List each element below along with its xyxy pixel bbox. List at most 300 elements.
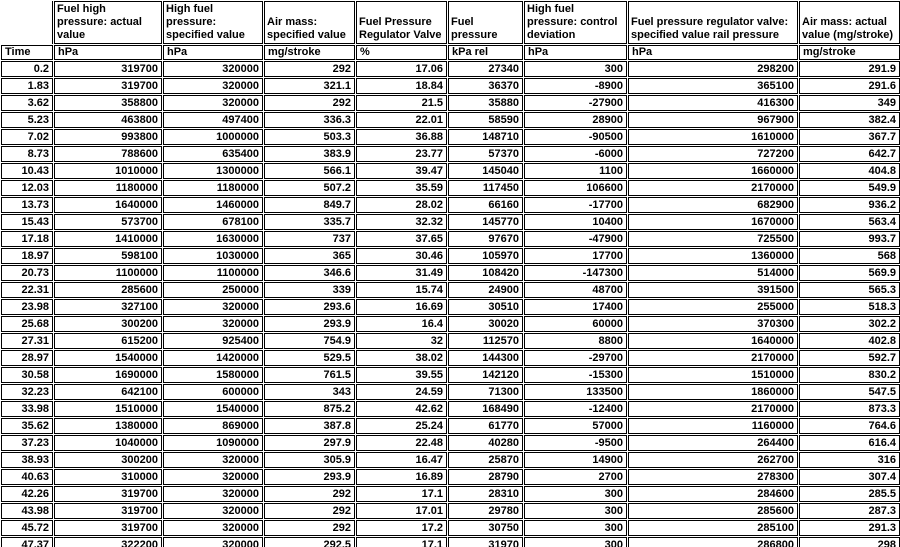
value-cell[interactable]: 830.2 — [799, 367, 900, 383]
value-cell[interactable]: 307.4 — [799, 469, 900, 485]
value-cell[interactable]: 320000 — [163, 537, 263, 547]
value-cell[interactable]: 30750 — [448, 520, 523, 536]
value-cell[interactable]: 145040 — [448, 163, 523, 179]
value-cell[interactable]: 300 — [524, 61, 627, 77]
header-cell-specified-rail-pressure[interactable]: Fuel pressure regulator valve: specified value rail pressure — [628, 1, 798, 44]
value-cell[interactable]: 642100 — [54, 384, 162, 400]
table-row — [1, 469, 900, 485]
value-cell[interactable]: 598100 — [54, 248, 162, 264]
value-cell[interactable]: 117450 — [448, 180, 523, 196]
header-label-row — [1, 1, 900, 44]
time-cell[interactable]: 13.73 — [1, 197, 53, 213]
value-cell[interactable]: 993.7 — [799, 231, 900, 247]
value-cell[interactable]: 563.4 — [799, 214, 900, 230]
value-cell[interactable]: 133500 — [524, 384, 627, 400]
table-row — [1, 95, 900, 111]
table-row — [1, 214, 900, 230]
value-cell[interactable]: 17.1 — [356, 486, 447, 502]
value-cell[interactable]: 1180000 — [163, 180, 263, 196]
value-cell[interactable]: 36370 — [448, 78, 523, 94]
value-cell[interactable]: 22.48 — [356, 435, 447, 451]
table-row — [1, 537, 900, 547]
value-cell[interactable]: 66160 — [448, 197, 523, 213]
value-cell[interactable]: 869000 — [163, 418, 263, 434]
value-cell[interactable]: 28790 — [448, 469, 523, 485]
value-cell[interactable]: 300 — [524, 486, 627, 502]
table-row — [1, 112, 900, 128]
value-cell[interactable]: 635400 — [163, 146, 263, 162]
value-cell[interactable]: 25.24 — [356, 418, 447, 434]
header-cell-air-mass-actual[interactable]: Air mass: actual value (mg/stroke) — [799, 1, 900, 44]
table-row — [1, 452, 900, 468]
value-cell[interactable]: 255000 — [628, 299, 798, 315]
value-cell[interactable]: 39.47 — [356, 163, 447, 179]
value-cell[interactable]: 764.6 — [799, 418, 900, 434]
table-row — [1, 146, 900, 162]
unit-cell[interactable]: hPa — [163, 45, 263, 60]
value-cell[interactable]: 1090000 — [163, 435, 263, 451]
value-cell[interactable]: -27900 — [524, 95, 627, 111]
value-cell[interactable]: 286800 — [628, 537, 798, 547]
value-cell[interactable]: 1540000 — [163, 401, 263, 417]
table-row — [1, 316, 900, 332]
value-cell[interactable]: 298200 — [628, 61, 798, 77]
value-cell[interactable]: 497400 — [163, 112, 263, 128]
value-cell[interactable]: 1640000 — [54, 197, 162, 213]
value-cell[interactable]: -8900 — [524, 78, 627, 94]
value-cell[interactable]: 28900 — [524, 112, 627, 128]
value-cell[interactable]: 1300000 — [163, 163, 263, 179]
value-cell[interactable]: 565.3 — [799, 282, 900, 298]
header-unit-row — [1, 45, 900, 60]
table-row — [1, 333, 900, 349]
time-cell[interactable]: 12.03 — [1, 180, 53, 196]
value-cell[interactable]: 1690000 — [54, 367, 162, 383]
value-cell[interactable]: 144300 — [448, 350, 523, 366]
value-cell[interactable]: -15300 — [524, 367, 627, 383]
value-cell[interactable]: 285600 — [54, 282, 162, 298]
value-cell[interactable]: 993800 — [54, 129, 162, 145]
time-cell[interactable]: 37.23 — [1, 435, 53, 451]
value-cell[interactable]: 387.8 — [264, 418, 355, 434]
value-cell[interactable]: 285600 — [628, 503, 798, 519]
unit-cell-time[interactable]: Time — [1, 45, 53, 60]
value-cell[interactable]: 300 — [524, 503, 627, 519]
value-cell[interactable]: 416300 — [628, 95, 798, 111]
value-cell[interactable]: 503.3 — [264, 129, 355, 145]
value-cell[interactable]: 60000 — [524, 316, 627, 332]
value-cell[interactable]: 320000 — [163, 316, 263, 332]
time-cell[interactable]: 47.37 — [1, 537, 53, 547]
time-cell[interactable]: 35.62 — [1, 418, 53, 434]
header-cell-fuel-high-pressure-actual[interactable]: Fuel high pressure: actual value — [54, 1, 162, 44]
value-cell[interactable]: 358800 — [54, 95, 162, 111]
value-cell[interactable]: 967900 — [628, 112, 798, 128]
value-cell[interactable]: 2170000 — [628, 401, 798, 417]
value-cell[interactable]: 300 — [524, 520, 627, 536]
value-cell[interactable]: 319700 — [54, 503, 162, 519]
time-cell[interactable]: 38.93 — [1, 452, 53, 468]
unit-cell[interactable]: hPa — [628, 45, 798, 60]
value-cell[interactable]: 291.3 — [799, 520, 900, 536]
value-cell[interactable]: 1420000 — [163, 350, 263, 366]
value-cell[interactable]: 250000 — [163, 282, 263, 298]
value-cell[interactable]: 875.2 — [264, 401, 355, 417]
value-cell[interactable]: 28.02 — [356, 197, 447, 213]
value-cell[interactable]: 23.77 — [356, 146, 447, 162]
value-cell[interactable]: 1010000 — [54, 163, 162, 179]
value-cell[interactable]: 106600 — [524, 180, 627, 196]
value-cell[interactable]: 335.7 — [264, 214, 355, 230]
value-cell[interactable]: -47900 — [524, 231, 627, 247]
value-cell[interactable]: 1610000 — [628, 129, 798, 145]
time-cell[interactable]: 15.43 — [1, 214, 53, 230]
value-cell[interactable]: 25870 — [448, 452, 523, 468]
value-cell[interactable]: 1180000 — [54, 180, 162, 196]
table-row — [1, 486, 900, 502]
value-cell[interactable]: 320000 — [163, 61, 263, 77]
value-cell[interactable]: 761.5 — [264, 367, 355, 383]
value-cell[interactable]: 547.5 — [799, 384, 900, 400]
value-cell[interactable]: 21.5 — [356, 95, 447, 111]
header-cell-fuel-pressure-regulator-valve[interactable]: Fuel Pressure Regulator Valve — [356, 1, 447, 44]
value-cell[interactable]: 30.46 — [356, 248, 447, 264]
value-cell[interactable]: 320000 — [163, 520, 263, 536]
time-cell[interactable]: 40.63 — [1, 469, 53, 485]
value-cell[interactable]: 343 — [264, 384, 355, 400]
time-cell[interactable]: 42.26 — [1, 486, 53, 502]
value-cell[interactable]: 319700 — [54, 520, 162, 536]
value-cell[interactable]: 365 — [264, 248, 355, 264]
value-cell[interactable]: 320000 — [163, 503, 263, 519]
value-cell[interactable]: 349 — [799, 95, 900, 111]
value-cell[interactable]: 1510000 — [54, 401, 162, 417]
value-cell[interactable]: 320000 — [163, 469, 263, 485]
time-cell[interactable]: 10.43 — [1, 163, 53, 179]
table-row — [1, 367, 900, 383]
value-cell[interactable]: 1160000 — [628, 418, 798, 434]
value-cell[interactable]: 1040000 — [54, 435, 162, 451]
value-cell[interactable]: 615200 — [54, 333, 162, 349]
time-cell[interactable]: 28.97 — [1, 350, 53, 366]
value-cell[interactable]: 573700 — [54, 214, 162, 230]
header-cell-high-fuel-pressure-specified[interactable]: High fuel pressure: specified value — [163, 1, 263, 44]
value-cell[interactable]: 1540000 — [54, 350, 162, 366]
table-row — [1, 435, 900, 451]
value-cell[interactable]: 36.88 — [356, 129, 447, 145]
value-cell[interactable]: 39.55 — [356, 367, 447, 383]
value-cell[interactable]: 321.1 — [264, 78, 355, 94]
value-cell[interactable]: 849.7 — [264, 197, 355, 213]
value-cell[interactable]: 1510000 — [628, 367, 798, 383]
value-cell[interactable]: 310000 — [54, 469, 162, 485]
value-cell[interactable]: 370300 — [628, 316, 798, 332]
unit-cell[interactable]: kPa rel — [448, 45, 523, 60]
value-cell[interactable]: 725500 — [628, 231, 798, 247]
value-cell[interactable]: 327100 — [54, 299, 162, 315]
value-cell[interactable]: 292.5 — [264, 537, 355, 547]
value-cell[interactable]: 514000 — [628, 265, 798, 281]
value-cell[interactable]: 873.3 — [799, 401, 900, 417]
value-cell[interactable]: 148710 — [448, 129, 523, 145]
value-cell[interactable]: 293.6 — [264, 299, 355, 315]
value-cell[interactable]: 31970 — [448, 537, 523, 547]
value-cell[interactable]: 30510 — [448, 299, 523, 315]
header-cell-air-mass-specified[interactable]: Air mass: specified value — [264, 1, 355, 44]
corner-cell — [1, 1, 53, 44]
value-cell[interactable]: 682900 — [628, 197, 798, 213]
header-cell-fuel-pressure[interactable]: Fuel pressure — [448, 1, 523, 44]
value-cell[interactable]: 1640000 — [628, 333, 798, 349]
value-cell[interactable]: 1380000 — [54, 418, 162, 434]
value-cell[interactable]: 17.2 — [356, 520, 447, 536]
value-cell[interactable]: 29780 — [448, 503, 523, 519]
unit-cell[interactable]: % — [356, 45, 447, 60]
time-cell[interactable]: 0.2 — [1, 61, 53, 77]
time-cell[interactable]: 7.02 — [1, 129, 53, 145]
value-cell[interactable]: 27340 — [448, 61, 523, 77]
value-cell[interactable]: 24900 — [448, 282, 523, 298]
value-cell[interactable]: 284600 — [628, 486, 798, 502]
value-cell[interactable]: 320000 — [163, 452, 263, 468]
time-cell[interactable]: 45.72 — [1, 520, 53, 536]
value-cell[interactable]: 316 — [799, 452, 900, 468]
table-row — [1, 61, 900, 77]
value-cell[interactable]: 600000 — [163, 384, 263, 400]
value-cell[interactable]: 15.74 — [356, 282, 447, 298]
value-cell[interactable]: 319700 — [54, 61, 162, 77]
value-cell[interactable]: 1000000 — [163, 129, 263, 145]
value-cell[interactable]: 108420 — [448, 265, 523, 281]
time-cell[interactable]: 23.98 — [1, 299, 53, 315]
value-cell[interactable]: 48700 — [524, 282, 627, 298]
value-cell[interactable]: 1100000 — [54, 265, 162, 281]
value-cell[interactable]: 320000 — [163, 299, 263, 315]
time-cell[interactable]: 18.97 — [1, 248, 53, 264]
value-cell[interactable]: 292 — [264, 503, 355, 519]
header-cell-control-deviation[interactable]: High fuel pressure: control deviation — [524, 1, 627, 44]
value-cell[interactable]: 305.9 — [264, 452, 355, 468]
value-cell[interactable]: 292 — [264, 486, 355, 502]
value-cell[interactable]: 10400 — [524, 214, 627, 230]
value-cell[interactable]: 320000 — [163, 95, 263, 111]
value-cell[interactable]: 57370 — [448, 146, 523, 162]
value-cell[interactable]: 61770 — [448, 418, 523, 434]
value-cell[interactable]: 17400 — [524, 299, 627, 315]
time-cell[interactable]: 1.83 — [1, 78, 53, 94]
value-cell[interactable]: 28310 — [448, 486, 523, 502]
value-cell[interactable]: -6000 — [524, 146, 627, 162]
value-cell[interactable]: 383.9 — [264, 146, 355, 162]
value-cell[interactable]: 788600 — [54, 146, 162, 162]
value-cell[interactable]: -17700 — [524, 197, 627, 213]
value-cell[interactable]: 35.59 — [356, 180, 447, 196]
value-cell[interactable]: 262700 — [628, 452, 798, 468]
value-cell[interactable]: 42.62 — [356, 401, 447, 417]
table-row — [1, 78, 900, 94]
value-cell[interactable]: 8800 — [524, 333, 627, 349]
time-cell[interactable]: 3.62 — [1, 95, 53, 111]
value-cell[interactable]: 346.6 — [264, 265, 355, 281]
table-row — [1, 401, 900, 417]
value-cell[interactable]: 105970 — [448, 248, 523, 264]
value-cell[interactable]: 142120 — [448, 367, 523, 383]
value-cell[interactable]: 2170000 — [628, 350, 798, 366]
value-cell[interactable]: 737 — [264, 231, 355, 247]
value-cell[interactable]: 569.9 — [799, 265, 900, 281]
value-cell[interactable]: 38.02 — [356, 350, 447, 366]
value-cell[interactable]: 1670000 — [628, 214, 798, 230]
value-cell[interactable]: 1580000 — [163, 367, 263, 383]
value-cell[interactable]: 549.9 — [799, 180, 900, 196]
value-cell[interactable]: 16.89 — [356, 469, 447, 485]
value-cell[interactable]: 402.8 — [799, 333, 900, 349]
value-cell[interactable]: 336.3 — [264, 112, 355, 128]
time-cell[interactable]: 22.31 — [1, 282, 53, 298]
value-cell[interactable]: 754.9 — [264, 333, 355, 349]
value-cell[interactable]: 1100 — [524, 163, 627, 179]
value-cell[interactable]: 168490 — [448, 401, 523, 417]
value-cell[interactable]: 31.49 — [356, 265, 447, 281]
table-row — [1, 384, 900, 400]
value-cell[interactable]: 936.2 — [799, 197, 900, 213]
value-cell[interactable]: 16.4 — [356, 316, 447, 332]
value-cell[interactable]: 300200 — [54, 452, 162, 468]
value-cell[interactable]: 291.9 — [799, 61, 900, 77]
value-cell[interactable]: 17.06 — [356, 61, 447, 77]
value-cell[interactable]: 292 — [264, 61, 355, 77]
value-cell[interactable]: 16.69 — [356, 299, 447, 315]
value-cell[interactable]: 22.01 — [356, 112, 447, 128]
value-cell[interactable]: 17.01 — [356, 503, 447, 519]
value-cell[interactable]: 1860000 — [628, 384, 798, 400]
value-cell[interactable]: 319700 — [54, 486, 162, 502]
value-cell[interactable]: 2700 — [524, 469, 627, 485]
value-cell[interactable]: 35880 — [448, 95, 523, 111]
value-cell[interactable]: 57000 — [524, 418, 627, 434]
value-cell[interactable]: 518.3 — [799, 299, 900, 315]
value-cell[interactable]: -90500 — [524, 129, 627, 145]
value-cell[interactable]: 40280 — [448, 435, 523, 451]
value-cell[interactable]: 568 — [799, 248, 900, 264]
value-cell[interactable]: 30020 — [448, 316, 523, 332]
value-cell[interactable]: 1630000 — [163, 231, 263, 247]
value-cell[interactable]: 566.1 — [264, 163, 355, 179]
value-cell[interactable]: 592.7 — [799, 350, 900, 366]
value-cell[interactable]: 727200 — [628, 146, 798, 162]
value-cell[interactable]: 1460000 — [163, 197, 263, 213]
value-cell[interactable]: 293.9 — [264, 316, 355, 332]
time-cell[interactable]: 25.68 — [1, 316, 53, 332]
value-cell[interactable]: 1100000 — [163, 265, 263, 281]
value-cell[interactable]: 291.6 — [799, 78, 900, 94]
value-cell[interactable]: 529.5 — [264, 350, 355, 366]
value-cell[interactable]: 302.2 — [799, 316, 900, 332]
time-cell[interactable]: 8.73 — [1, 146, 53, 162]
value-cell[interactable]: 292 — [264, 95, 355, 111]
value-cell[interactable]: 97670 — [448, 231, 523, 247]
value-cell[interactable]: 404.8 — [799, 163, 900, 179]
table-row — [1, 129, 900, 145]
value-cell[interactable]: -9500 — [524, 435, 627, 451]
time-cell[interactable]: 43.98 — [1, 503, 53, 519]
value-cell[interactable]: 32 — [356, 333, 447, 349]
value-cell[interactable]: 463800 — [54, 112, 162, 128]
value-cell[interactable]: 285.5 — [799, 486, 900, 502]
time-cell[interactable]: 27.31 — [1, 333, 53, 349]
value-cell[interactable]: 14900 — [524, 452, 627, 468]
value-cell[interactable]: 320000 — [163, 78, 263, 94]
value-cell[interactable]: 71300 — [448, 384, 523, 400]
value-cell[interactable]: 339 — [264, 282, 355, 298]
time-cell[interactable]: 17.18 — [1, 231, 53, 247]
value-cell[interactable]: 292 — [264, 520, 355, 536]
value-cell[interactable]: -29700 — [524, 350, 627, 366]
table-row — [1, 282, 900, 298]
value-cell[interactable]: 1030000 — [163, 248, 263, 264]
value-cell[interactable]: 145770 — [448, 214, 523, 230]
value-cell[interactable]: 264400 — [628, 435, 798, 451]
value-cell[interactable]: 1660000 — [628, 163, 798, 179]
value-cell[interactable]: -147300 — [524, 265, 627, 281]
value-cell[interactable]: 285100 — [628, 520, 798, 536]
value-cell[interactable]: 507.2 — [264, 180, 355, 196]
time-cell[interactable]: 5.23 — [1, 112, 53, 128]
value-cell[interactable]: 17700 — [524, 248, 627, 264]
value-cell[interactable]: 298 — [799, 537, 900, 547]
value-cell[interactable]: 616.4 — [799, 435, 900, 451]
value-cell[interactable]: 367.7 — [799, 129, 900, 145]
unit-cell[interactable]: mg/stroke — [264, 45, 355, 60]
value-cell[interactable]: 391500 — [628, 282, 798, 298]
unit-cell[interactable]: hPa — [524, 45, 627, 60]
value-cell[interactable]: 16.47 — [356, 452, 447, 468]
time-cell[interactable]: 32.23 — [1, 384, 53, 400]
value-cell[interactable]: 1360000 — [628, 248, 798, 264]
value-cell[interactable]: 678100 — [163, 214, 263, 230]
value-cell[interactable]: 278300 — [628, 469, 798, 485]
value-cell[interactable]: 300 — [524, 537, 627, 547]
time-cell[interactable]: 33.98 — [1, 401, 53, 417]
value-cell[interactable]: 18.84 — [356, 78, 447, 94]
value-cell[interactable]: 642.7 — [799, 146, 900, 162]
value-cell[interactable]: -12400 — [524, 401, 627, 417]
value-cell[interactable]: 319700 — [54, 78, 162, 94]
value-cell[interactable]: 300200 — [54, 316, 162, 332]
unit-cell[interactable]: hPa — [54, 45, 162, 60]
value-cell[interactable]: 925400 — [163, 333, 263, 349]
value-cell[interactable]: 112570 — [448, 333, 523, 349]
value-cell[interactable]: 37.65 — [356, 231, 447, 247]
time-cell[interactable]: 30.58 — [1, 367, 53, 383]
value-cell[interactable]: 32.32 — [356, 214, 447, 230]
value-cell[interactable]: 58590 — [448, 112, 523, 128]
value-cell[interactable]: 365100 — [628, 78, 798, 94]
table-row — [1, 163, 900, 179]
value-cell[interactable]: 24.59 — [356, 384, 447, 400]
value-cell[interactable]: 17.1 — [356, 537, 447, 547]
value-cell[interactable]: 2170000 — [628, 180, 798, 196]
value-cell[interactable]: 297.9 — [264, 435, 355, 451]
unit-cell[interactable]: mg/stroke — [799, 45, 900, 60]
value-cell[interactable]: 320000 — [163, 486, 263, 502]
value-cell[interactable]: 1410000 — [54, 231, 162, 247]
value-cell[interactable]: 287.3 — [799, 503, 900, 519]
value-cell[interactable]: 382.4 — [799, 112, 900, 128]
time-cell[interactable]: 20.73 — [1, 265, 53, 281]
value-cell[interactable]: 293.9 — [264, 469, 355, 485]
value-cell[interactable]: 322200 — [54, 537, 162, 547]
